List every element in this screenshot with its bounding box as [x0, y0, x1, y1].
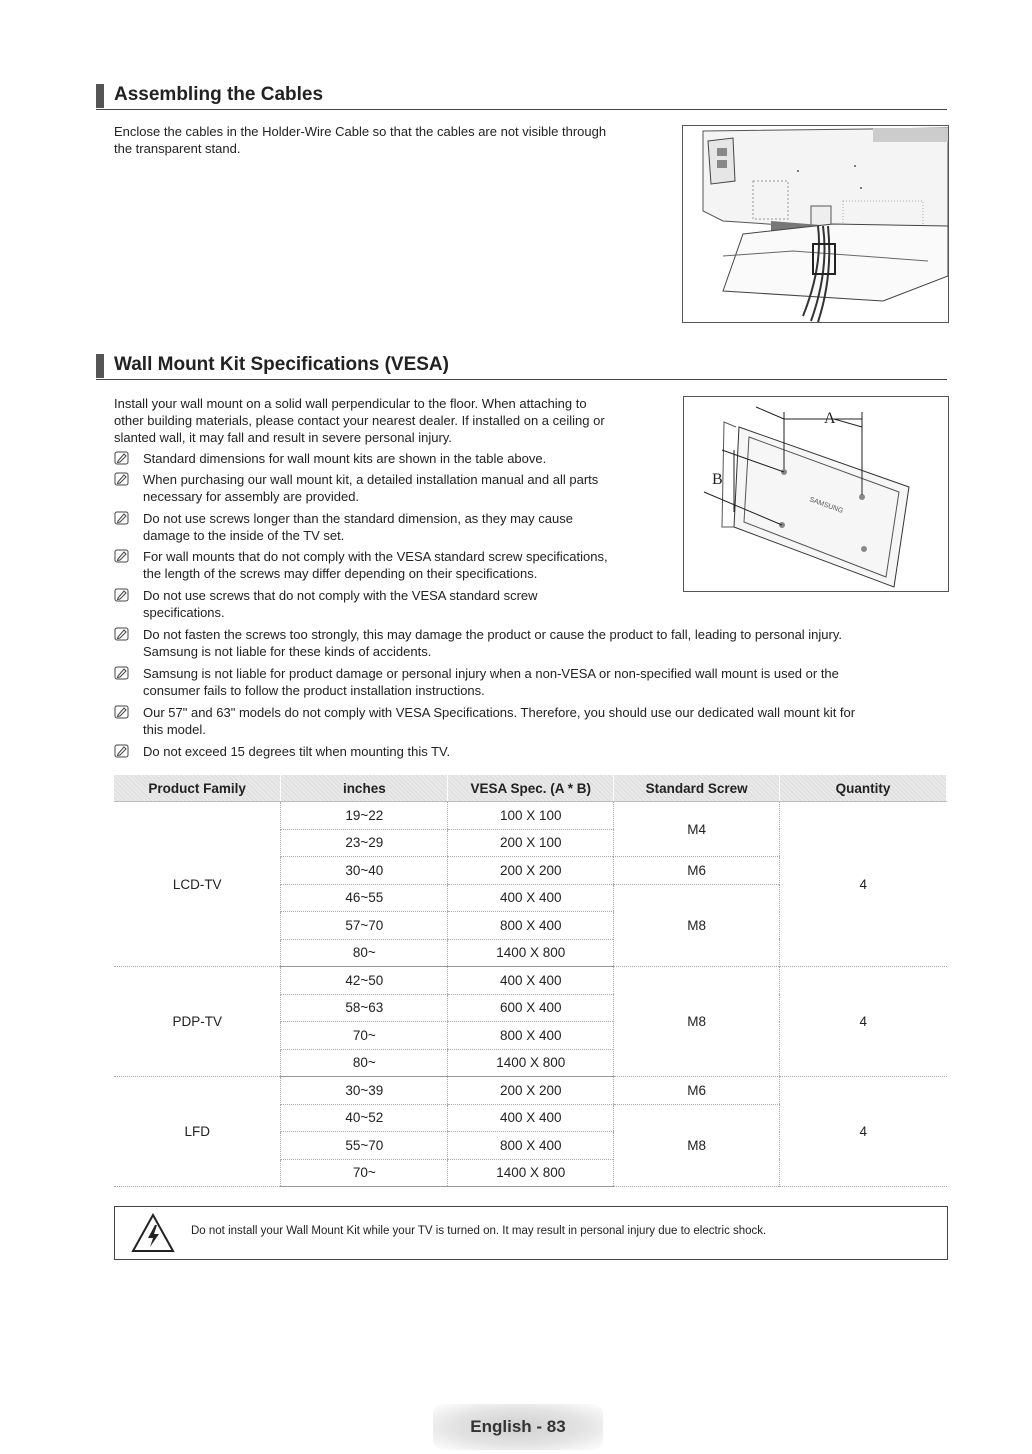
table-header-row — [114, 775, 947, 802]
family-cell: LCD-TV — [114, 802, 281, 967]
screw-cell: M6 — [614, 857, 780, 885]
cable-holder-illustration — [682, 125, 949, 323]
note-icon — [114, 744, 129, 758]
note-line: Do not fasten the screws too strongly, this may damage the product or cause the product to fall, leading to personal injury. — [143, 627, 843, 642]
section-rule — [96, 379, 947, 380]
paragraph-line: slanted wall, it may fall and result in severe personal injury. — [114, 430, 452, 446]
inches-cell: 46~55 — [281, 884, 448, 912]
note-line: Standard dimensions for wall mount kits are shown in the table above. — [143, 451, 547, 466]
inches-cell: 40~52 — [281, 1104, 448, 1132]
family-cell: PDP-TV — [114, 967, 281, 1077]
paragraph-line: other building materials, please contact your nearest dealer. If installed on a ceiling or — [114, 413, 605, 429]
inches-cell: 58~63 — [281, 994, 448, 1022]
quantity-cell: 4 — [780, 802, 947, 967]
note-icon — [114, 705, 129, 719]
screw-cell: M4 — [614, 802, 780, 857]
note-line: Do not use screws that do not comply with the VESA standard screw — [143, 588, 538, 603]
screw-cell: M8 — [614, 1104, 780, 1187]
note-item — [114, 510, 934, 544]
section-title-wall-mount: Wall Mount Kit Specifications (VESA) — [114, 354, 449, 375]
warning-text: Do not install your Wall Mount Kit while your TV is turned on. It may result in personal injury due to electric shock. — [191, 1225, 767, 1237]
inches-cell: 42~50 — [281, 967, 448, 995]
note-line: this model. — [143, 722, 206, 738]
page-number: English - 83 — [433, 1404, 603, 1450]
vesa-cell: 400 X 400 — [448, 884, 614, 912]
tv-rear-stand-drawing — [683, 126, 948, 322]
note-line: necessary for assembly are provided. — [143, 489, 360, 505]
note-item — [114, 743, 934, 760]
paragraph-line: Install your wall mount on a solid wall perpendicular to the floor. When attaching to — [114, 396, 587, 411]
note-line: Do not exceed 15 degrees tilt when mounting this TV. — [143, 744, 451, 759]
note-icon — [114, 451, 129, 465]
inches-cell: 30~39 — [281, 1077, 448, 1105]
electric-shock-warning-icon — [131, 1213, 175, 1253]
paragraph-line: the transparent stand. — [114, 141, 241, 157]
note-item — [114, 665, 934, 699]
wall-mount-intro — [114, 395, 605, 447]
note-icon — [114, 666, 129, 680]
screw-cell: M8 — [614, 967, 780, 1077]
screw-cell: M6 — [614, 1077, 780, 1105]
note-item — [114, 626, 934, 660]
note-text — [143, 510, 573, 544]
vesa-cell: 800 X 400 — [448, 1132, 614, 1160]
section-title-assembling: Assembling the Cables — [114, 84, 324, 105]
inches-cell: 19~22 — [281, 802, 448, 830]
note-item — [114, 471, 934, 505]
note-item — [114, 704, 934, 738]
dimension-a-label: A — [824, 410, 836, 427]
vesa-cell: 1400 X 800 — [448, 1159, 614, 1187]
note-line: Samsung is not liable for product damage or personal injury when a non-VESA or non-specified wall mount is used or the — [143, 666, 839, 681]
quantity-cell: 4 — [780, 1077, 947, 1187]
vesa-cell: 200 X 200 — [448, 857, 614, 885]
note-item — [114, 450, 934, 467]
note-text — [143, 743, 450, 760]
note-item — [114, 587, 934, 621]
note-line: consumer fails to follow the product installation instructions. — [143, 683, 485, 699]
dimension-b-label: B — [712, 471, 723, 488]
vesa-spec-table — [114, 775, 947, 1187]
inches-cell: 23~29 — [281, 829, 448, 857]
note-icon — [114, 511, 129, 525]
vesa-cell: 200 X 200 — [448, 1077, 614, 1105]
screw-cell: M8 — [614, 884, 780, 967]
vesa-cell: 100 X 100 — [448, 802, 614, 830]
paragraph-line: Enclose the cables in the Holder-Wire Cable so that the cables are not visible through — [114, 124, 607, 139]
note-line: the length of the screws may differ depending on their specifications. — [143, 566, 538, 582]
vesa-cell: 400 X 400 — [448, 967, 614, 995]
note-item — [114, 548, 934, 582]
note-line: Our 57" and 63" models do not comply with VESA Specifications. Therefore, you should use our dedicated wall mount kit for — [143, 705, 856, 720]
note-icon — [114, 588, 129, 602]
note-line: damage to the inside of the TV set. — [143, 528, 345, 544]
brand-label: SAMSUNG — [808, 496, 844, 515]
warning-box — [114, 1206, 948, 1260]
inches-cell: 55~70 — [281, 1132, 448, 1160]
inches-cell: 30~40 — [281, 857, 448, 885]
note-line: For wall mounts that do not comply with the VESA standard screw specifications, — [143, 549, 608, 564]
vesa-cell: 800 X 400 — [448, 912, 614, 940]
vesa-cell: 200 X 100 — [448, 829, 614, 857]
vesa-cell: 600 X 400 — [448, 994, 614, 1022]
note-icon — [114, 627, 129, 641]
note-line: Samsung is not liable for these kinds of accidents. — [143, 644, 432, 660]
note-icon — [114, 549, 129, 563]
note-line: Do not use screws longer than the standard dimension, as they may cause — [143, 511, 573, 526]
quantity-cell: 4 — [780, 967, 947, 1077]
vesa-cell: 800 X 400 — [448, 1022, 614, 1050]
note-icon — [114, 472, 129, 486]
table-row — [114, 802, 947, 830]
header-inches: inches — [281, 775, 448, 802]
table-row — [114, 967, 947, 995]
table-row — [114, 1077, 947, 1105]
inches-cell: 57~70 — [281, 912, 448, 940]
note-line: When purchasing our wall mount kit, a detailed installation manual and all parts — [143, 472, 599, 487]
note-text — [143, 587, 538, 621]
assembling-paragraph — [114, 123, 606, 157]
note-text — [143, 548, 608, 582]
inches-cell: 80~ — [281, 939, 448, 967]
vesa-cell: 400 X 400 — [448, 1104, 614, 1132]
note-text — [143, 450, 546, 467]
header-standard-screw: Standard Screw — [614, 775, 780, 802]
inches-cell: 80~ — [281, 1049, 448, 1077]
header-vesa-spec: VESA Spec. (A * B) — [448, 775, 614, 802]
note-text — [143, 704, 855, 738]
note-text — [143, 626, 842, 660]
header-quantity: Quantity — [780, 775, 947, 802]
header-product-family: Product Family — [114, 775, 281, 802]
vesa-cell: 1400 X 800 — [448, 939, 614, 967]
inches-cell: 70~ — [281, 1022, 448, 1050]
section-rule — [96, 109, 947, 110]
section-marker — [96, 354, 104, 378]
section-marker — [96, 84, 104, 108]
vesa-cell: 1400 X 800 — [448, 1049, 614, 1077]
inches-cell: 70~ — [281, 1159, 448, 1187]
note-text — [143, 471, 598, 505]
note-line: specifications. — [143, 605, 225, 621]
note-text — [143, 665, 839, 699]
family-cell: LFD — [114, 1077, 281, 1187]
